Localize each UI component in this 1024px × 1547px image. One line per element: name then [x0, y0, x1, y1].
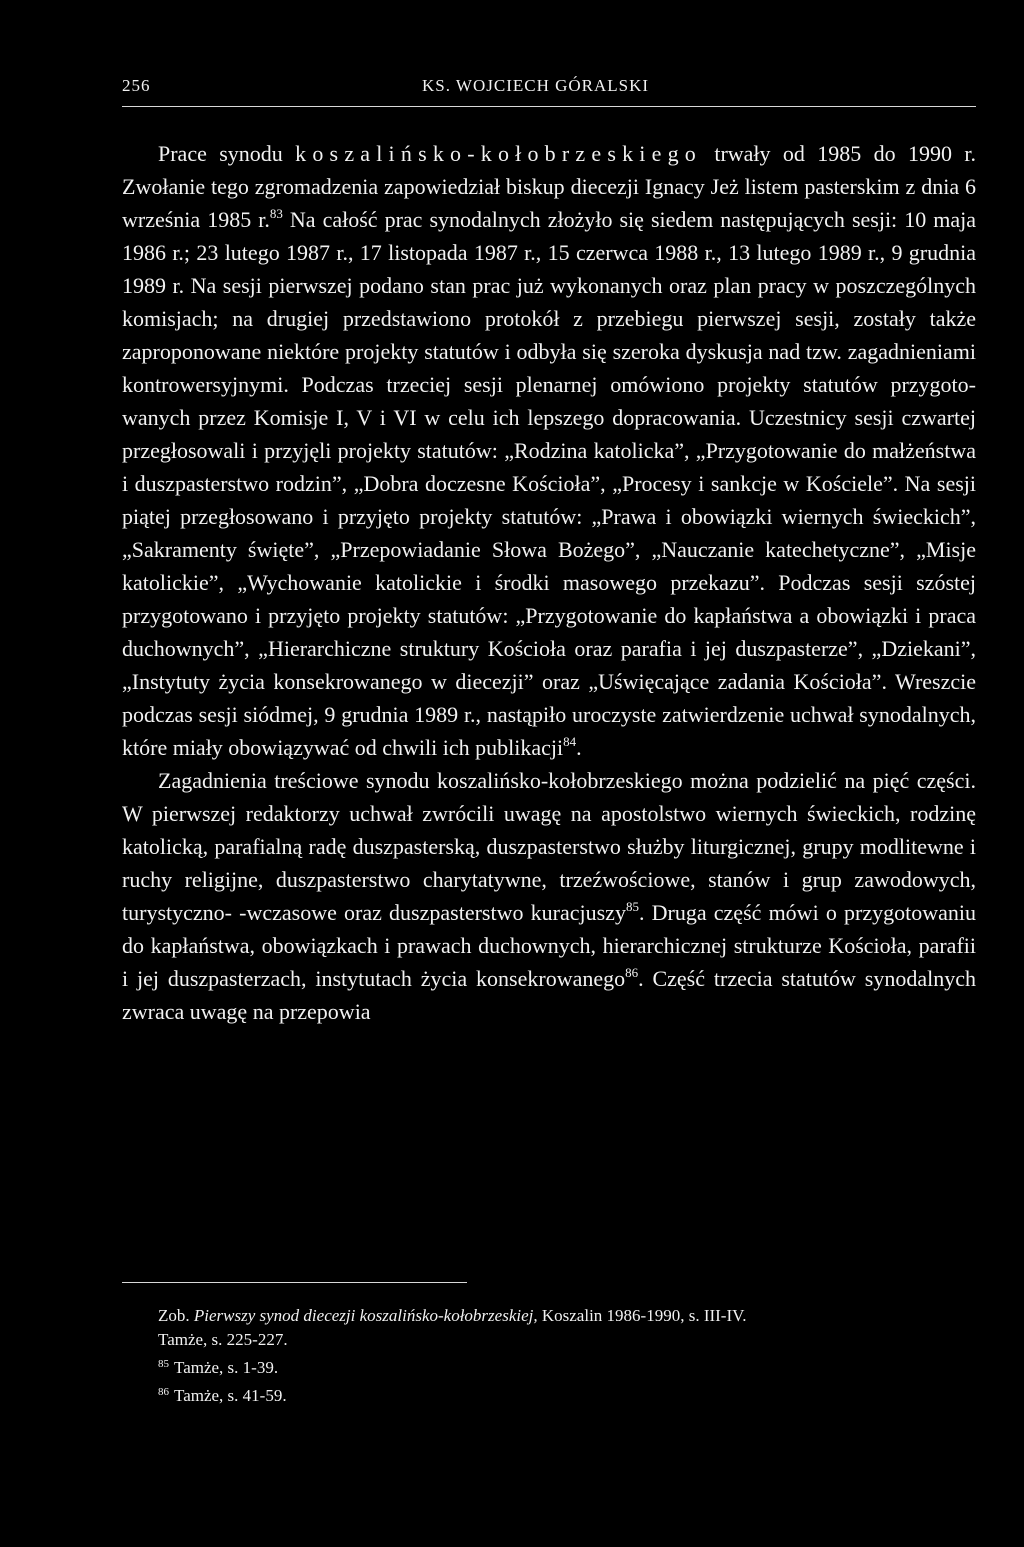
footnote-86 [158, 1380, 988, 1408]
footnote-83-rest: Koszalin 1986-1990, s. III-IV. [537, 1306, 747, 1325]
page-number: 256 [122, 76, 151, 95]
running-head-author: KS. WOJCIECH GÓRALSKI [422, 76, 650, 95]
footnote-83-title: Pierwszy synod diecezji koszalińsko-kołobrzeskiej, [193, 1306, 538, 1325]
footnote-85-text: Tamże, s. 1-39. [174, 1358, 279, 1377]
running-head [122, 76, 976, 107]
footnote-86-mark: 86 [158, 1386, 169, 1398]
footnote-ref-84[interactable]: 84 [563, 734, 577, 749]
footnote-83-prefix: Zob. [158, 1306, 194, 1325]
footnote-ref-83[interactable]: 83 [269, 206, 283, 221]
synod-name-spaced: koszalińsko-kołobrzeskiego [295, 141, 702, 166]
paragraph-2-text-a: Zagadnienia treściowe synodu koszalińsko-kołobrzeskiego można podzielić na pięć części. W pierwszej redaktorzy uchwał zwrócili uwagę na apostolstwo wiernych świeckich, rodzinę katolicką, parafialną radę duszpasterską, duszpasterstwo służby liturgicznej, grupy modlitewne i ruchy religijne, duszpasterstwo charytatywne, trzeźwościowe, stanów i grup zawodowych, turystyczno- -wczasowe oraz duszpasterstwo kuracjuszy [122, 768, 976, 925]
paragraph-2-text-c: . Część trzecia statutów synodalnych zwraca uwagę na przepowia [122, 966, 976, 1024]
paragraph-2 [122, 764, 976, 1028]
paragraph-1-text-a: Prace synodu [158, 141, 296, 166]
body-text [122, 137, 976, 1028]
footnote-separator [122, 1282, 467, 1283]
footnote-84 [158, 1328, 988, 1352]
footnote-85 [158, 1352, 988, 1380]
footnote-83 [158, 1304, 988, 1328]
footnote-85-mark: 85 [158, 1358, 169, 1370]
footnote-86-text: Tamże, s. 41-59. [174, 1386, 287, 1405]
paragraph-1-text-b: trwały od 1985 do 1990 r. Zwołanie tego zgromadzenia zapowiedział biskup diecezji Ignacy Jeż listem pasterskim z dnia 6 września 1985 r. [122, 141, 976, 232]
paragraph-1-text-c: Na całość prac synodalnych złożyło się siedem następujących sesji: 10 maja 1986 r.; 23 lutego 1987 r., 17 listopada 1987 r., 15 czerwca 1988 r., 13 lutego 1989 r., 9 grudnia 1989 r. Na sesji pierwszej podano stan prac już wykonanych oraz plan pracy w poszczególnych komisjach; na drugiej przedstawiono protokół z przebiegu pierwszej sesji, zostały także zaproponowane niektóre projekty statutów i odbyła się szeroka dyskusja nad tzw. zagadnieniami kontrowersyjnymi. Podczas trzeciej sesji plenarnej omówiono projekty statutów przygotowanych przez Komisje I, V i VI w celu ich lepszego dopracowania. Uczestnicy sesji czwartej przegłosowali i przyjęli projekty statutów: „Rodzina katolicka”, „Przygotowanie do małżeństwa i duszpasterstwo rodzin”, „Dobra doczesne Kościoła”, „Procesy i sankcje w Kościele”. Na sesji piątej przegłosowano i przyjęto projekty statutów: „Prawa i obowiązki wiernych świeckich”, „Sakramenty święte”, „Przepowiadanie Słowa Bożego”, „Nauczanie katechetyczne”, „Misje katolickie”, „Wychowanie katolickie i środki masowego przekazu”. Podczas sesji szóstej przygotowano i przyjęto projekty statutów: „Przygotowanie do kapłaństwa a obowiązki i praca duchownych”, „Hierarchiczne struktury Kościoła oraz parafia i jej duszpasterze”, „Dziekani”, „Instytuty życia konsekrowanego w diecezji” oraz „Uświęcające zadania Kościoła”. Wreszcie podczas sesji siódmej, 9 grudnia 1989 r., nastąpiło uroczyste zatwierdzenie uchwał synodalnych, które miały obowiązywać od chwili ich publikacji [122, 207, 976, 760]
footnotes [158, 1304, 988, 1408]
footnote-ref-86[interactable]: 86 [625, 965, 639, 980]
paragraph-1-text-d: . [576, 735, 582, 760]
footnote-84-text: Tamże, s. 225-227. [158, 1330, 288, 1349]
paragraph-1 [122, 137, 976, 764]
paragraph-2-text-b: . Druga część mówi o przygotowaniu do kapłaństwa, obowiązkach i prawach duchownych, hierarchicznej strukturze Kościoła, parafii i jej duszpasterzach, instytutach życia konsekrowanego [122, 900, 976, 991]
footnote-ref-85[interactable]: 85 [625, 899, 639, 914]
